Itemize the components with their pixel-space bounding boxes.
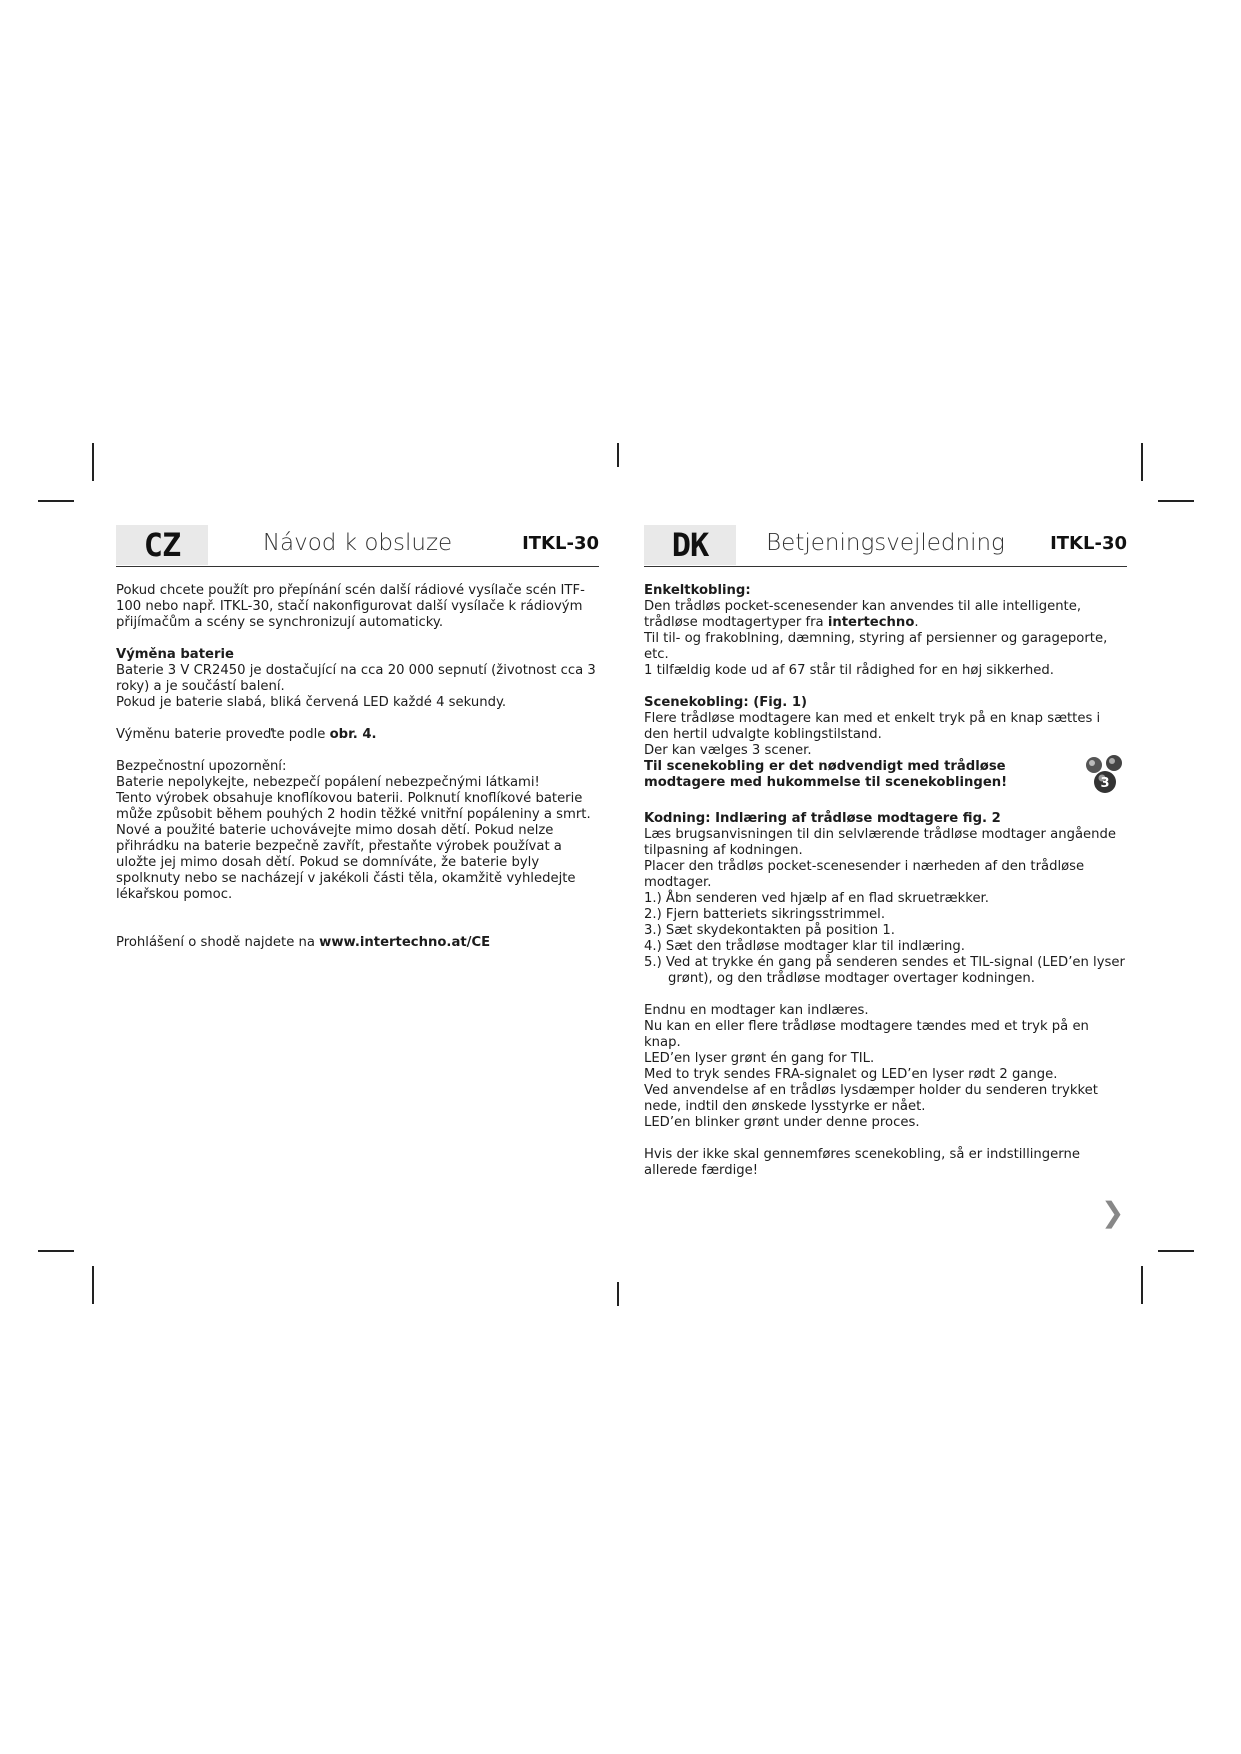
list-item: 5.) Ved at trykke én gang på senderen sendes et TIL-signal (LED’en lyser grønt), og den trådløse modtager overtager kodningen. <box>644 955 1125 986</box>
scene-line: Der kan vælges 3 scener. <box>644 743 812 758</box>
battery-replace-line <box>116 727 599 743</box>
single-text: Den trådløs pocket-scenesender kan anvendes til alle intelligente, trådløse modtagertyper fra <box>644 599 1082 630</box>
crop-mark <box>92 443 94 481</box>
figure-reference: obr. 4. <box>329 727 377 742</box>
brand-name: intertechno <box>827 615 915 630</box>
chevron-right-icon: ❯ <box>1101 1196 1125 1229</box>
declaration-line <box>116 935 599 951</box>
page-content <box>644 583 1127 1179</box>
list-item: 1.) Åbn senderen ved hjælp af en flad skruetrækker. <box>644 891 989 906</box>
page-cz <box>116 524 599 951</box>
language-badge: DK <box>644 525 736 565</box>
manual-title: Betjeningsvejledning <box>766 530 1005 556</box>
crop-mark <box>617 1282 619 1306</box>
after-line: LED’en blinker grønt under denne proces. <box>644 1115 920 1130</box>
replace-text: Výměnu baterie proveďte podle <box>116 727 330 742</box>
list-item: 4.) Sæt den trådløse modtager klar til indlæring. <box>644 939 965 954</box>
learning-steps <box>644 891 1127 987</box>
single-text-end: . <box>914 615 919 630</box>
learning-heading: Kodning: Indlæring af trådløse modtagere fig. 2 <box>644 811 1001 826</box>
after-line: Med to tryk sendes FRA-signalet og LED’en lyser rødt 2 gange. <box>644 1067 1058 1082</box>
single-switch-line: 1 tilfældig kode ud af 67 står til rådighed for en høj sikkerhed. <box>644 663 1054 678</box>
declaration-text: Prohlášení o shodě najdete na <box>116 935 320 950</box>
battery-heading: Výměna baterie <box>116 647 234 662</box>
model-number: ITKL-30 <box>522 533 599 554</box>
page-content <box>116 583 599 951</box>
language-badge: CZ <box>116 525 208 565</box>
page-dk <box>644 524 1127 1179</box>
list-item: 2.) Fjern batteriets sikringsstrimmel. <box>644 907 886 922</box>
crop-mark <box>1158 1250 1194 1252</box>
page-header <box>644 524 1127 567</box>
scene-warning: Til scenekobling er det nødvendigt med trådløse modtagere med hukommelse til scenekoblingen! <box>644 759 1008 790</box>
list-item: 3.) Sæt skydekontakten på position 1. <box>644 923 895 938</box>
after-line: LED’en lyser grønt én gang for TIL. <box>644 1051 875 1066</box>
crop-mark <box>92 1266 94 1304</box>
crop-mark <box>38 1250 74 1252</box>
declaration-link[interactable]: www.intertechno.at/CE <box>319 935 491 950</box>
battery-line: Baterie 3 V CR2450 je dostačující na cca 20 000 sepnutí (životnost cca 3 roky) a je součástí balení. <box>116 663 596 694</box>
memory-module-icon <box>1081 753 1127 795</box>
single-switch-line <box>644 599 1127 631</box>
single-switch-line: Til til- og frakoblning, dæmning, styring af persienner og garageporte, etc. <box>644 631 1108 662</box>
page-header <box>116 524 599 567</box>
learning-line: Placer den trådløs pocket-scenesender i nærheden af den trådløse modtager. <box>644 859 1085 890</box>
safety-line: Tento výrobek obsahuje knoflíkovou baterii. Polknutí knoflíkové baterie může způsobit během pouhých 2 hodin těžké vnitřní popáleniny a smrt. Nové a použité baterie uchovávejte mimo dosah dětí. Pokud nelze přihrádku na baterie bezpečně zavřít, přestaňte výrobek používat a uložte jej mimo dosah dětí. Pokud se domníváte, že baterie byly spolknuty nebo se nacházejí v jakékoli části těla, okamžitě vyhledejte lékařskou pomoc. <box>116 791 591 902</box>
scene-warning-row <box>644 759 1127 795</box>
crop-mark <box>1141 1266 1143 1304</box>
scene-icon-label: 3 <box>1100 776 1110 791</box>
single-switch-heading: Enkeltkobling: <box>644 583 751 598</box>
scene-heading: Scenekobling: (Fig. 1) <box>644 695 808 710</box>
final-note: Hvis der ikke skal gennemføres scenekobling, så er indstillingerne allerede færdige! <box>644 1147 1080 1178</box>
manual-title: Návod k obsluze <box>262 530 453 556</box>
crop-mark <box>617 443 619 467</box>
after-line: Ved anvendelse af en trådløs lysdæmper holder du senderen trykket nede, indtil den ønskede lysstyrke er nået. <box>644 1083 1098 1114</box>
after-line: Nu kan en eller flere trådløse modtagere tændes med et tryk på en knap. <box>644 1019 1089 1050</box>
intro-paragraph: Pokud chcete použít pro přepínání scén další rádiové vysílače scén ITF-100 nebo např. ITKL-30, stačí nakonfigurovat další vysílače k rádiovým přijímačům a scény se synchronizují automaticky. <box>116 583 585 630</box>
model-number: ITKL-30 <box>1050 533 1127 554</box>
learning-line: Læs brugsanvisningen til din selvlærende trådløse modtager angående tilpasning af kodningen. <box>644 827 1117 858</box>
scene-line: Flere trådløse modtagere kan med et enkelt tryk på en knap sættes i den hertil udvalgte koblingstilstand. <box>644 711 1101 742</box>
crop-mark <box>1158 500 1194 502</box>
after-line: Endnu en modtager kan indlæres. <box>644 1003 869 1018</box>
safety-heading: Bezpečnostní upozornění: <box>116 759 287 774</box>
crop-mark <box>38 500 74 502</box>
crop-mark <box>1141 443 1143 481</box>
battery-line: Pokud je baterie slabá, bliká červená LED každé 4 sekundy. <box>116 695 507 710</box>
safety-line: Baterie nepolykejte, nebezpečí popálení nebezpečnými látkami! <box>116 775 540 790</box>
